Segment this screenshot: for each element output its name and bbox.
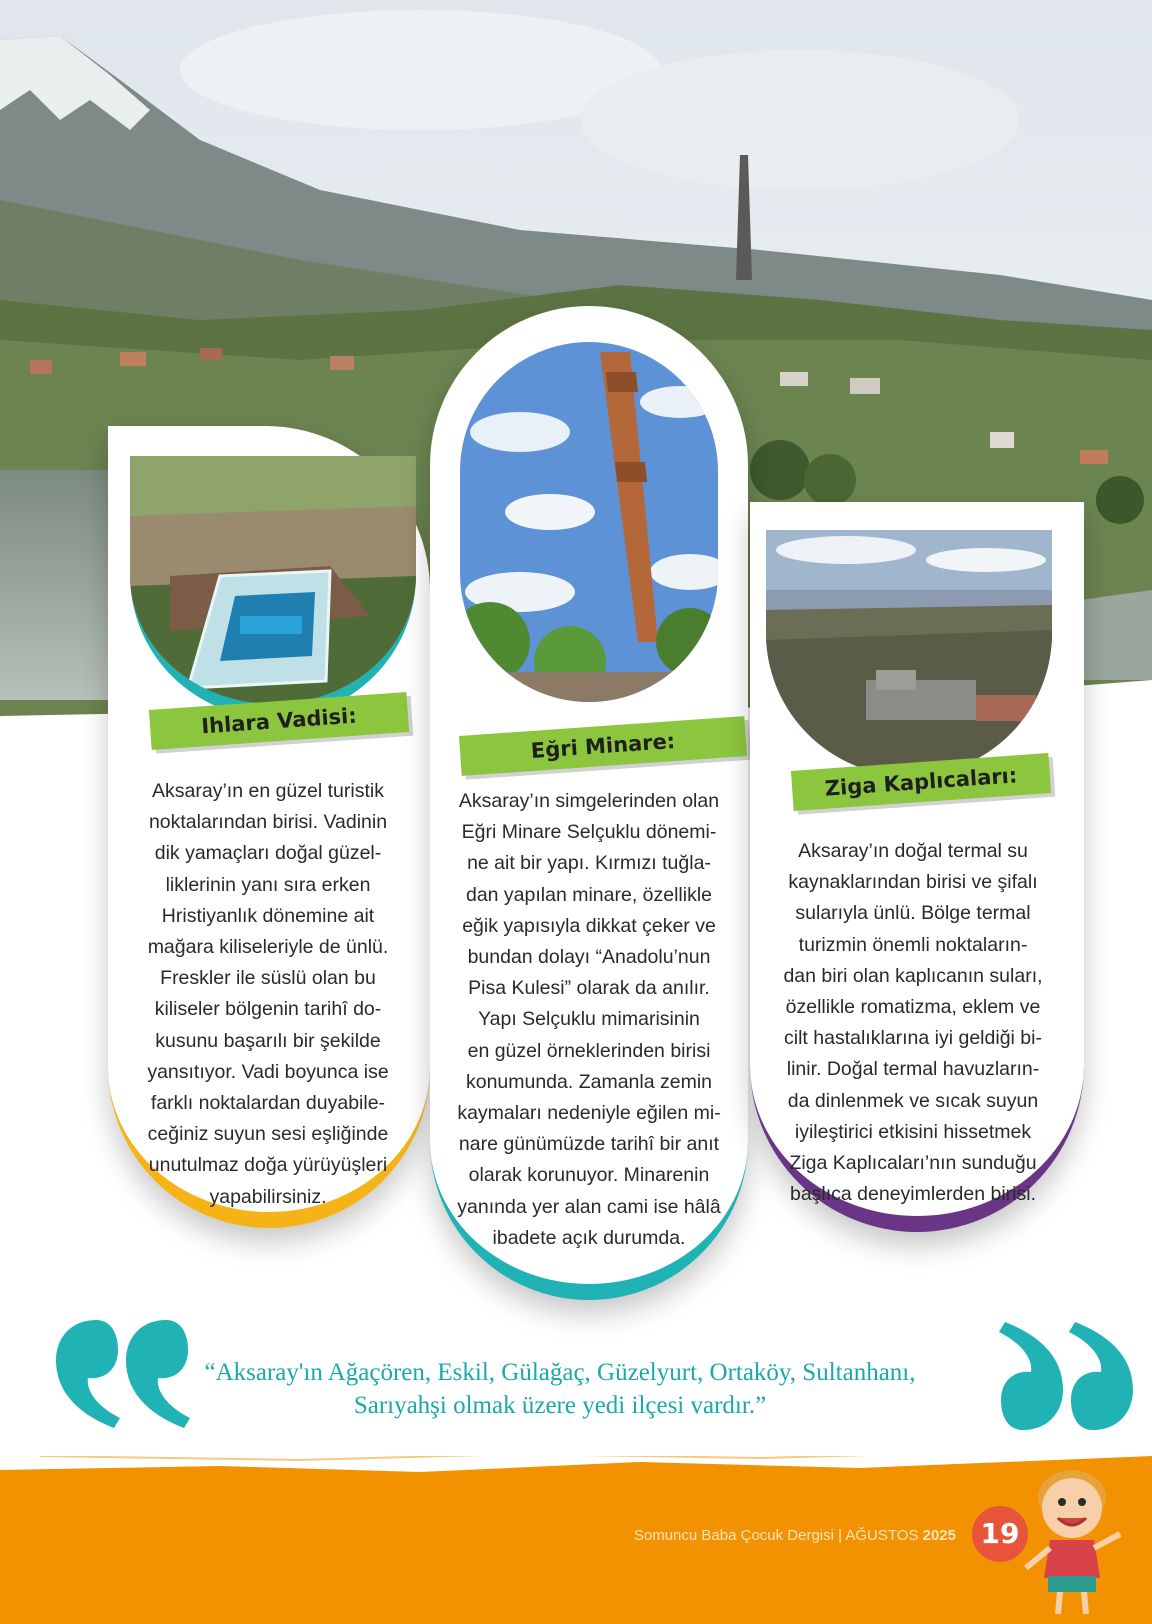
card-title: Ihlara Vadisi: <box>149 692 409 750</box>
open-quote-icon <box>56 1320 191 1430</box>
card-ihlara-vadisi <box>108 426 430 1228</box>
ihlara-valley-photo <box>130 456 416 718</box>
footer-magazine-info <box>560 1527 956 1544</box>
magazine-issue: Somuncu Baba Çocuk Dergisi | AĞUSTOS <box>633 1527 923 1544</box>
card-egri-minare <box>430 306 748 1300</box>
child-mascot-icon <box>1020 1468 1140 1618</box>
ziga-hot-springs-photo <box>766 530 1052 776</box>
card-description: Aksaray’ın en güzel turistik noktalarından birisi. Vadinin dik yamaçları doğal güzel- liklerinin yanı sıra erken Hristiyanlık dönemine ait mağara kiliseleriyle de ünlü. Freskler ile süslü olan bu kiliseler bölgenin tarihî do- kusunu başarılı bir şekilde yansıtıyor. Vadi boyunca ise farklı noktalardan duyabile- ceğiniz suyun sesi eşliğinde unutulmaz doğa yürüyüşleri yapabilirsiniz. <box>147 780 389 1208</box>
close-quote-icon <box>998 1320 1133 1430</box>
card-title: Ziga Kaplıcaları: <box>791 753 1051 811</box>
egri-minare-photo <box>460 342 718 702</box>
card-title: Eğri Minare: <box>459 716 747 776</box>
card-ziga-kaplicalari <box>750 502 1084 1232</box>
page-number: 19 <box>972 1506 1028 1562</box>
issue-year: 2025 <box>922 1527 956 1544</box>
quote-text: “Aksaray'ın Ağaçören, Eskil, Gülağaç, Güzelyurt, Ortaköy, Sultanhanı, Sarıyahşi olmak üzere yedi ilçesi vardır.” <box>204 1359 916 1419</box>
card-description: Aksaray’ın simgelerinden olan Eğri Minare Selçuklu dönemi- ne ait bir yapı. Kırmızı tuğla- dan yapılan minare, özellikle eğik yapısıyla dikkat çeker ve bundan dolayı “Anadolu’nun Pisa Kulesi” olarak da anılır. Yapı Selçuklu mimarisinin en güzel örneklerinden birisi konumunda. Zamanla zemin kaymaları nedeniyle eğilen mi- nare günümüzde tarihî bir anıt olarak korunuyor. Minarenin yanında yer alan cami ise hâlâ ibadete açık durumda. <box>457 790 721 1249</box>
card-description: Aksaray’ın doğal termal su kaynaklarından birisi ve şifalı sularıyla ünlü. Bölge termal turizmin önemli noktaların- dan biri olan kaplıcanın suları, özellikle romatizma, eklem ve cilt hastalıklarına iyi geldiği bi- linir. Doğal termal havuzların- da dinlenmek ve sıcak suyun iyileştirici etkisini hissetmek Ziga Kaplıcaları’nın sunduğu başlıca deneyimlerden birisi. <box>783 840 1043 1206</box>
